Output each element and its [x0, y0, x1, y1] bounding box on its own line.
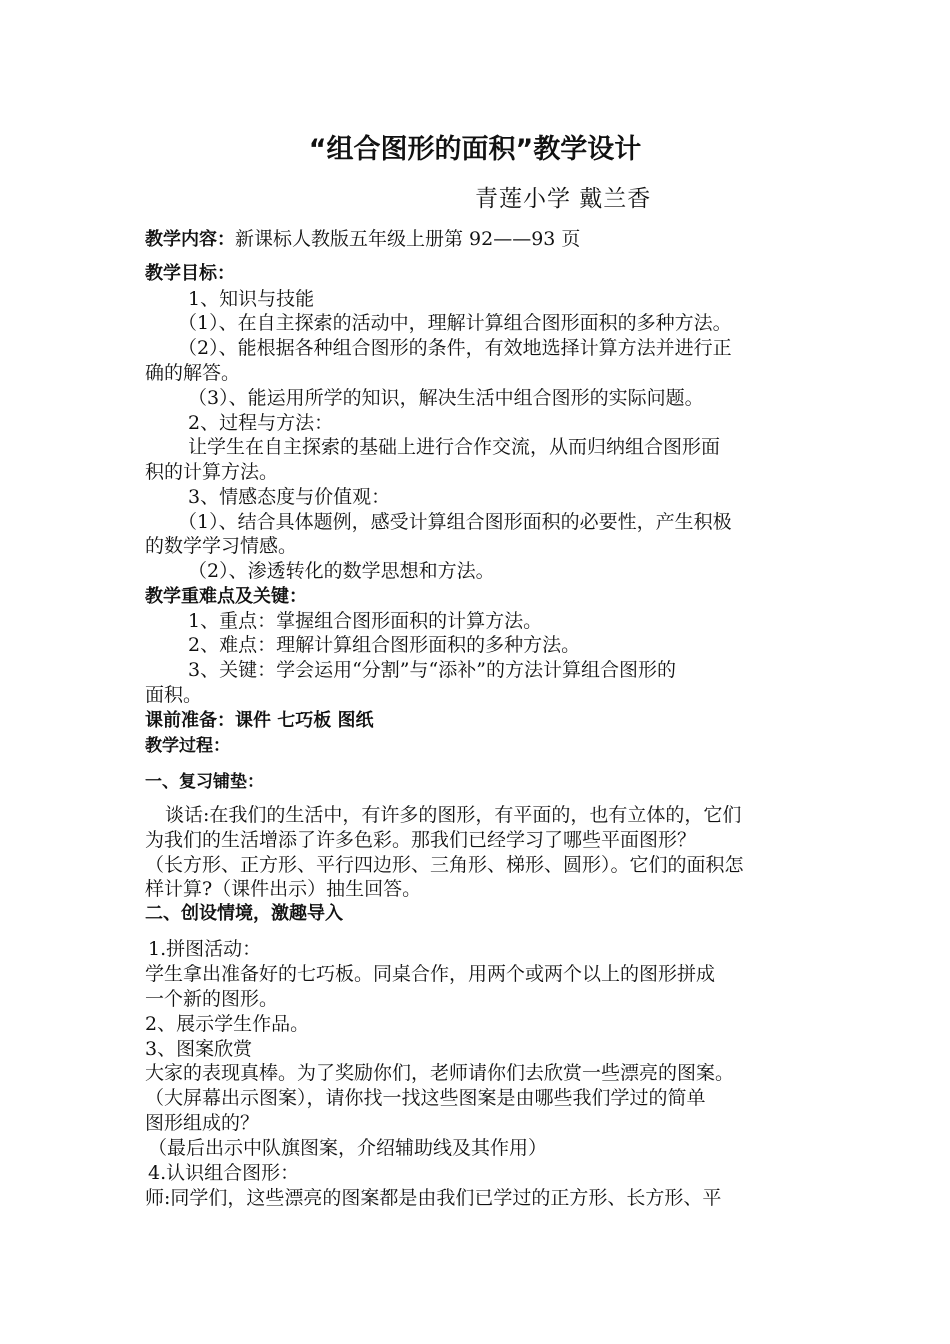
goals-heading: 教学目标： — [145, 263, 235, 284]
goal-1: 1、知识与技能 — [188, 288, 315, 310]
goal-1-2b: 确的解答。 — [145, 362, 241, 384]
key-point-3a: 3、关键：学会运用“分割”与“添补”的方法计算组合图形的 — [188, 659, 676, 681]
goal-2: 2、过程与方法： — [188, 412, 334, 434]
teaching-content-line — [145, 227, 580, 252]
activity-1: 1.拼图活动： — [148, 938, 262, 960]
goal-2-a: 让学生在自主探索的基础上进行合作交流，从而归纳组合图形面 — [188, 436, 721, 458]
goal-1-3: （3）、能运用所学的知识，解决生活中组合图形的实际问题。 — [188, 387, 704, 409]
activity-4-line-1: 师:同学们，这些漂亮的图案都是由我们已学过的正方形、长方形、平 — [145, 1187, 722, 1209]
preparation-line: 课前准备：课件 七巧板 图纸 — [145, 710, 374, 731]
key-point-3b: 面积。 — [145, 684, 203, 706]
activity-1-line-2: 一个新的图形。 — [145, 988, 279, 1010]
key-points-heading: 教学重难点及关键： — [145, 586, 307, 607]
goal-2-b: 积的计算方法。 — [145, 461, 279, 483]
review-para-line-3: （长方形、正方形、平行四边形、三角形、梯形、圆形）。它们的面积怎 — [145, 854, 744, 876]
review-para-line-2: 为我们的生活增添了许多色彩。那我们已经学习了哪些平面图形？ — [145, 829, 697, 851]
process-heading: 教学过程： — [145, 736, 230, 756]
activity-3-line-2: （大屏幕出示图案），请你找一找这些图案是由哪些我们学过的简单 — [145, 1087, 706, 1109]
goal-3-2: （2）、渗透转化的数学思想和方法。 — [188, 560, 495, 582]
goal-1-1: （1）、在自主探索的活动中，理解计算组合图形面积的多种方法。 — [178, 312, 732, 334]
key-point-2: 2、难点：理解计算组合图形面积的多种方法。 — [188, 634, 581, 656]
author-line: 青莲小学 戴兰香 — [475, 186, 652, 212]
section-1-heading: 一、复习铺垫： — [145, 772, 264, 792]
activity-3-line-4: （最后出示中队旗图案，介绍辅助线及其作用） — [148, 1137, 548, 1159]
activity-4: 4.认识组合图形： — [148, 1162, 300, 1184]
review-para-line-1: 谈话:在我们的生活中，有许多的图形，有平面的，也有立体的，它们 — [165, 804, 742, 826]
teaching-content-label: 教学内容： — [145, 229, 235, 250]
teaching-content-text: 新课标人教版五年级上册第 92——93 页 — [235, 228, 581, 250]
goal-1-2a: （2）、能根据各种组合图形的条件，有效地选择计算方法并进行正 — [178, 337, 732, 359]
goal-3-1b: 的数学学习情感。 — [145, 535, 298, 557]
activity-3-line-3: 图形组成的？ — [145, 1112, 260, 1134]
activity-2: 2、展示学生作品。 — [145, 1013, 310, 1035]
goal-3: 3、情感态度与价值观： — [188, 486, 391, 508]
document-title: “组合图形的面积”教学设计 — [308, 134, 642, 165]
review-para-line-4: 样计算?（课件出示）抽生回答。 — [145, 878, 422, 900]
activity-3-line-1: 大家的表现真棒。为了奖励你们，老师请你们去欣赏一些漂亮的图案。 — [145, 1062, 735, 1084]
goal-3-1a: （1）、结合具体题例，感受计算组合图形面积的必要性，产生积极 — [178, 511, 732, 533]
section-2-heading: 二、创设情境，激趣导入 — [145, 903, 343, 924]
activity-1-line-1: 学生拿出准备好的七巧板。同桌合作，用两个或两个以上的图形拼成 — [145, 963, 716, 985]
key-point-1: 1、重点：掌握组合图形面积的计算方法。 — [188, 610, 543, 632]
activity-3: 3、图案欣赏 — [145, 1038, 253, 1060]
